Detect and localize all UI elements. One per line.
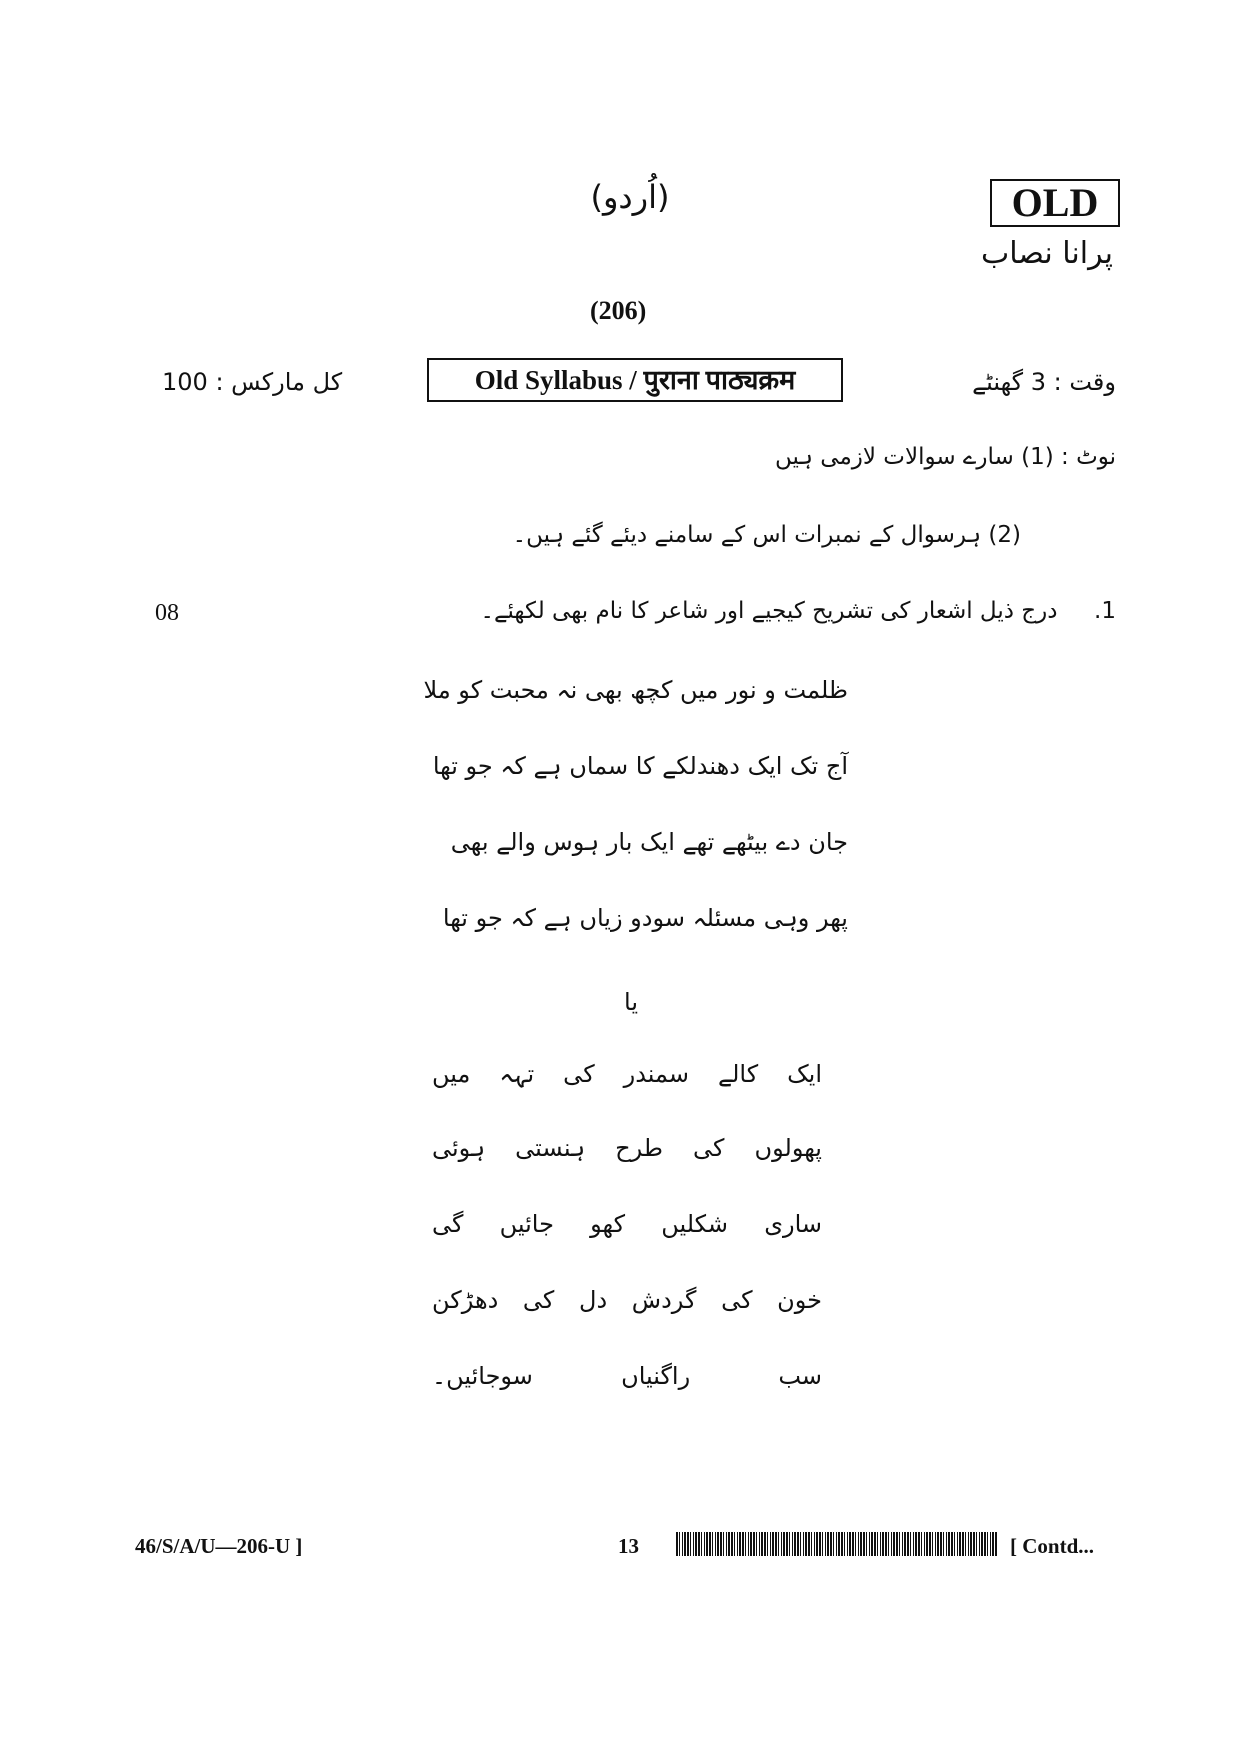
or-separator: یا xyxy=(624,988,638,1016)
paper-code: 46/S/A/U—206-U ] xyxy=(135,1534,303,1558)
page-number: 13 xyxy=(618,1534,639,1558)
poem-line: خون کی گردش دل کی دھڑکن xyxy=(432,1286,822,1314)
poem-line: ساری شکلیں کھو جائیں گی xyxy=(432,1210,822,1238)
verse-line: پھر وہی مسئلہ سودو زیاں ہے کہ جو تھا xyxy=(442,904,848,932)
verse-line: جان دے بیٹھے تھے ایک بار ہوس والے بھی xyxy=(450,828,848,856)
question-number: 1. xyxy=(1094,598,1116,624)
syllabus-label: Old Syllabus / पुराना पाठ्यक्रम xyxy=(427,358,843,402)
barcode-icon xyxy=(676,1532,998,1556)
question-text: درج ذیل اشعار کی تشریح کیجیے اور شاعر کا نام بھی لکھئے۔ xyxy=(480,598,1058,624)
total-marks: کل مارکس : 100 xyxy=(162,368,343,396)
continued-label: [ Contd... xyxy=(1010,1534,1095,1558)
note-2: (2) ہرسوال کے نمبرات اس کے سامنے دیئے گئے ہیں۔ xyxy=(512,522,1021,548)
old-syllabus-urdu: پرانا نصاب xyxy=(980,236,1113,271)
poem-line: ایک کالے سمندر کی تہہ میں xyxy=(432,1060,822,1088)
subject-code: (206) xyxy=(590,296,647,325)
verse-line: ظلمت و نور میں کچھ بھی نہ محبت کو ملا xyxy=(423,676,848,704)
time-allowed: وقت : 3 گھنٹے xyxy=(972,368,1116,396)
subject-title: (اُردو) xyxy=(590,178,670,216)
poem-line: سب راگنیاں سوجائیں۔ xyxy=(432,1362,822,1390)
question-1 xyxy=(481,598,1116,624)
poem-line: پھولوں کی طرح ہنستی ہوئی xyxy=(432,1134,822,1162)
question-marks: 08 xyxy=(155,600,179,626)
verse-line: آج تک ایک دھندلکے کا سماں ہے کہ جو تھا xyxy=(432,752,848,780)
note-1: نوٹ : (1) سارے سوالات لازمی ہیں xyxy=(775,444,1116,470)
old-tag: OLD xyxy=(990,179,1120,227)
